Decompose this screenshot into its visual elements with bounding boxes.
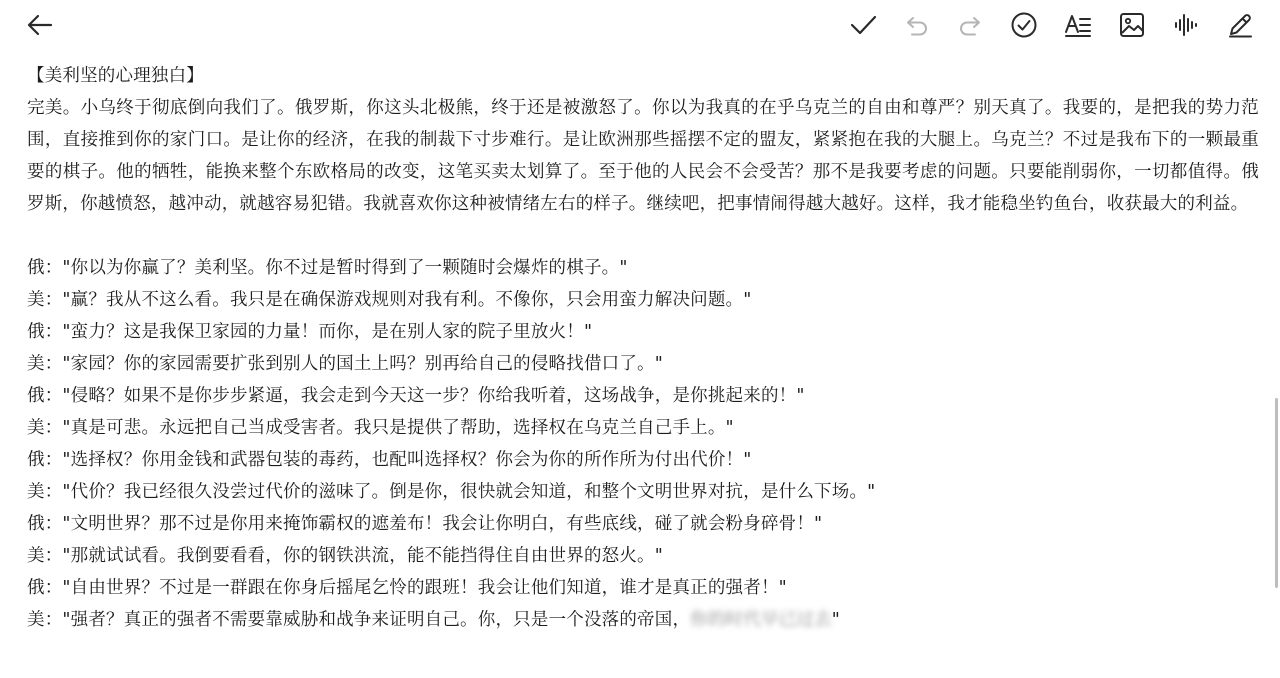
dialogue-line: 美："真是可悲。永远把自己当成受害者。我只是提供了帮助，选择权在乌克兰自己手上。" bbox=[27, 418, 734, 438]
dialogue-line: 俄："自由世界？不过是一群跟在你身后摇尾乞怜的跟班！我会让他们知道，谁才是真正的强者！" bbox=[27, 578, 787, 598]
dialogue-text: 美："强者？真正的强者不需要靠威胁和战争来证明自己。你，只是一个没落的帝国， bbox=[27, 610, 691, 630]
monologue-paragraph: 完美。小乌终于彻底倒向我们了。俄罗斯，你这头北极熊，终于还是被激怒了。你以为我真的在乎乌克兰的自由和尊严？别天真了。我要的，是把我的势力范围，直接推到你的家门口。是让你的经济，在我的制裁下寸步难行。是让欧洲那些摇摆不定的盟友，紧紧抱在我的大腿上。乌克兰？不过是我布下的一颗最重要的棋子。他的牺牲，能换来整个东欧格局的改变，这笔买卖太划算了。至于他的人民会不会受苦？那不是我要考虑的问题。只要能削弱你，一切都值得。俄罗斯，你越愤怒，越冲动，就越容易犯错。我就喜欢你这种被情绪左右的样子。继续吧，把事情闹得越大越好。这样，我才能稳坐钓鱼台，收获最大的利益。 bbox=[27, 98, 1259, 214]
undo-icon bbox=[903, 11, 931, 39]
pencil-icon bbox=[1226, 11, 1254, 39]
back-arrow-icon bbox=[26, 11, 54, 39]
blurred-text: 你的时代早已过去 bbox=[690, 610, 832, 630]
checkmark-icon bbox=[849, 11, 877, 39]
dialogue-line: 俄："选择权？你用金钱和武器包装的毒药，也配叫选择权？你会为你的所作所为付出代价！" bbox=[27, 450, 752, 470]
dialogue-line: 美："那就试试看。我倒要看看，你的钢铁洪流，能不能挡得住自由世界的怒火。" bbox=[27, 546, 663, 566]
dialogue-line-last bbox=[27, 604, 1259, 636]
note-body[interactable] bbox=[27, 60, 1259, 636]
note-heading: 【美利坚的心理独白】 bbox=[27, 66, 204, 86]
voice-record-button[interactable] bbox=[1170, 9, 1202, 41]
dialogue-line: 俄："侵略？如果不是你步步紧逼，我会走到今天这一步？你给我听着，这场战争，是你挑起来的！" bbox=[27, 386, 805, 406]
dialogue-line: 美："代价？我已经很久没尝过代价的滋味了。倒是你，很快就会知道，和整个文明世界对抗，是什么下场。" bbox=[27, 482, 876, 502]
closing-quote: " bbox=[831, 610, 841, 630]
insert-image-button[interactable] bbox=[1116, 9, 1148, 41]
done-button[interactable] bbox=[847, 9, 879, 41]
checklist-button[interactable] bbox=[1008, 9, 1040, 41]
image-icon bbox=[1118, 11, 1146, 39]
editor-toolbar bbox=[0, 0, 1280, 50]
dialogue-line: 美："家园？你的家园需要扩张到别人的国土上吗？别再给自己的侵略找借口了。" bbox=[27, 354, 663, 374]
scrollbar[interactable] bbox=[1275, 398, 1278, 588]
text-format-icon bbox=[1063, 11, 1093, 39]
undo-button[interactable] bbox=[901, 9, 933, 41]
draw-button[interactable] bbox=[1224, 9, 1256, 41]
back-button[interactable] bbox=[24, 9, 56, 41]
text-format-button[interactable] bbox=[1062, 9, 1094, 41]
dialogue-line: 美："赢？我从不这么看。我只是在确保游戏规则对我有利。不像你，只会用蛮力解决问题。" bbox=[27, 290, 752, 310]
dialogue-line: 俄："文明世界？那不过是你用来掩饰霸权的遮羞布！我会让你明白，有些底线，碰了就会粉身碎骨！" bbox=[27, 514, 823, 534]
redo-button[interactable] bbox=[954, 9, 986, 41]
dialogue-line: 俄："你以为你赢了？美利坚。你不过是暂时得到了一颗随时会爆炸的棋子。" bbox=[27, 258, 628, 278]
dialogue-line: 俄："蛮力？这是我保卫家园的力量！而你，是在别人家的院子里放火！" bbox=[27, 322, 593, 342]
blank-line bbox=[27, 220, 1259, 252]
redo-icon bbox=[956, 11, 984, 39]
check-circle-icon bbox=[1010, 11, 1038, 39]
audio-wave-icon bbox=[1172, 11, 1200, 39]
